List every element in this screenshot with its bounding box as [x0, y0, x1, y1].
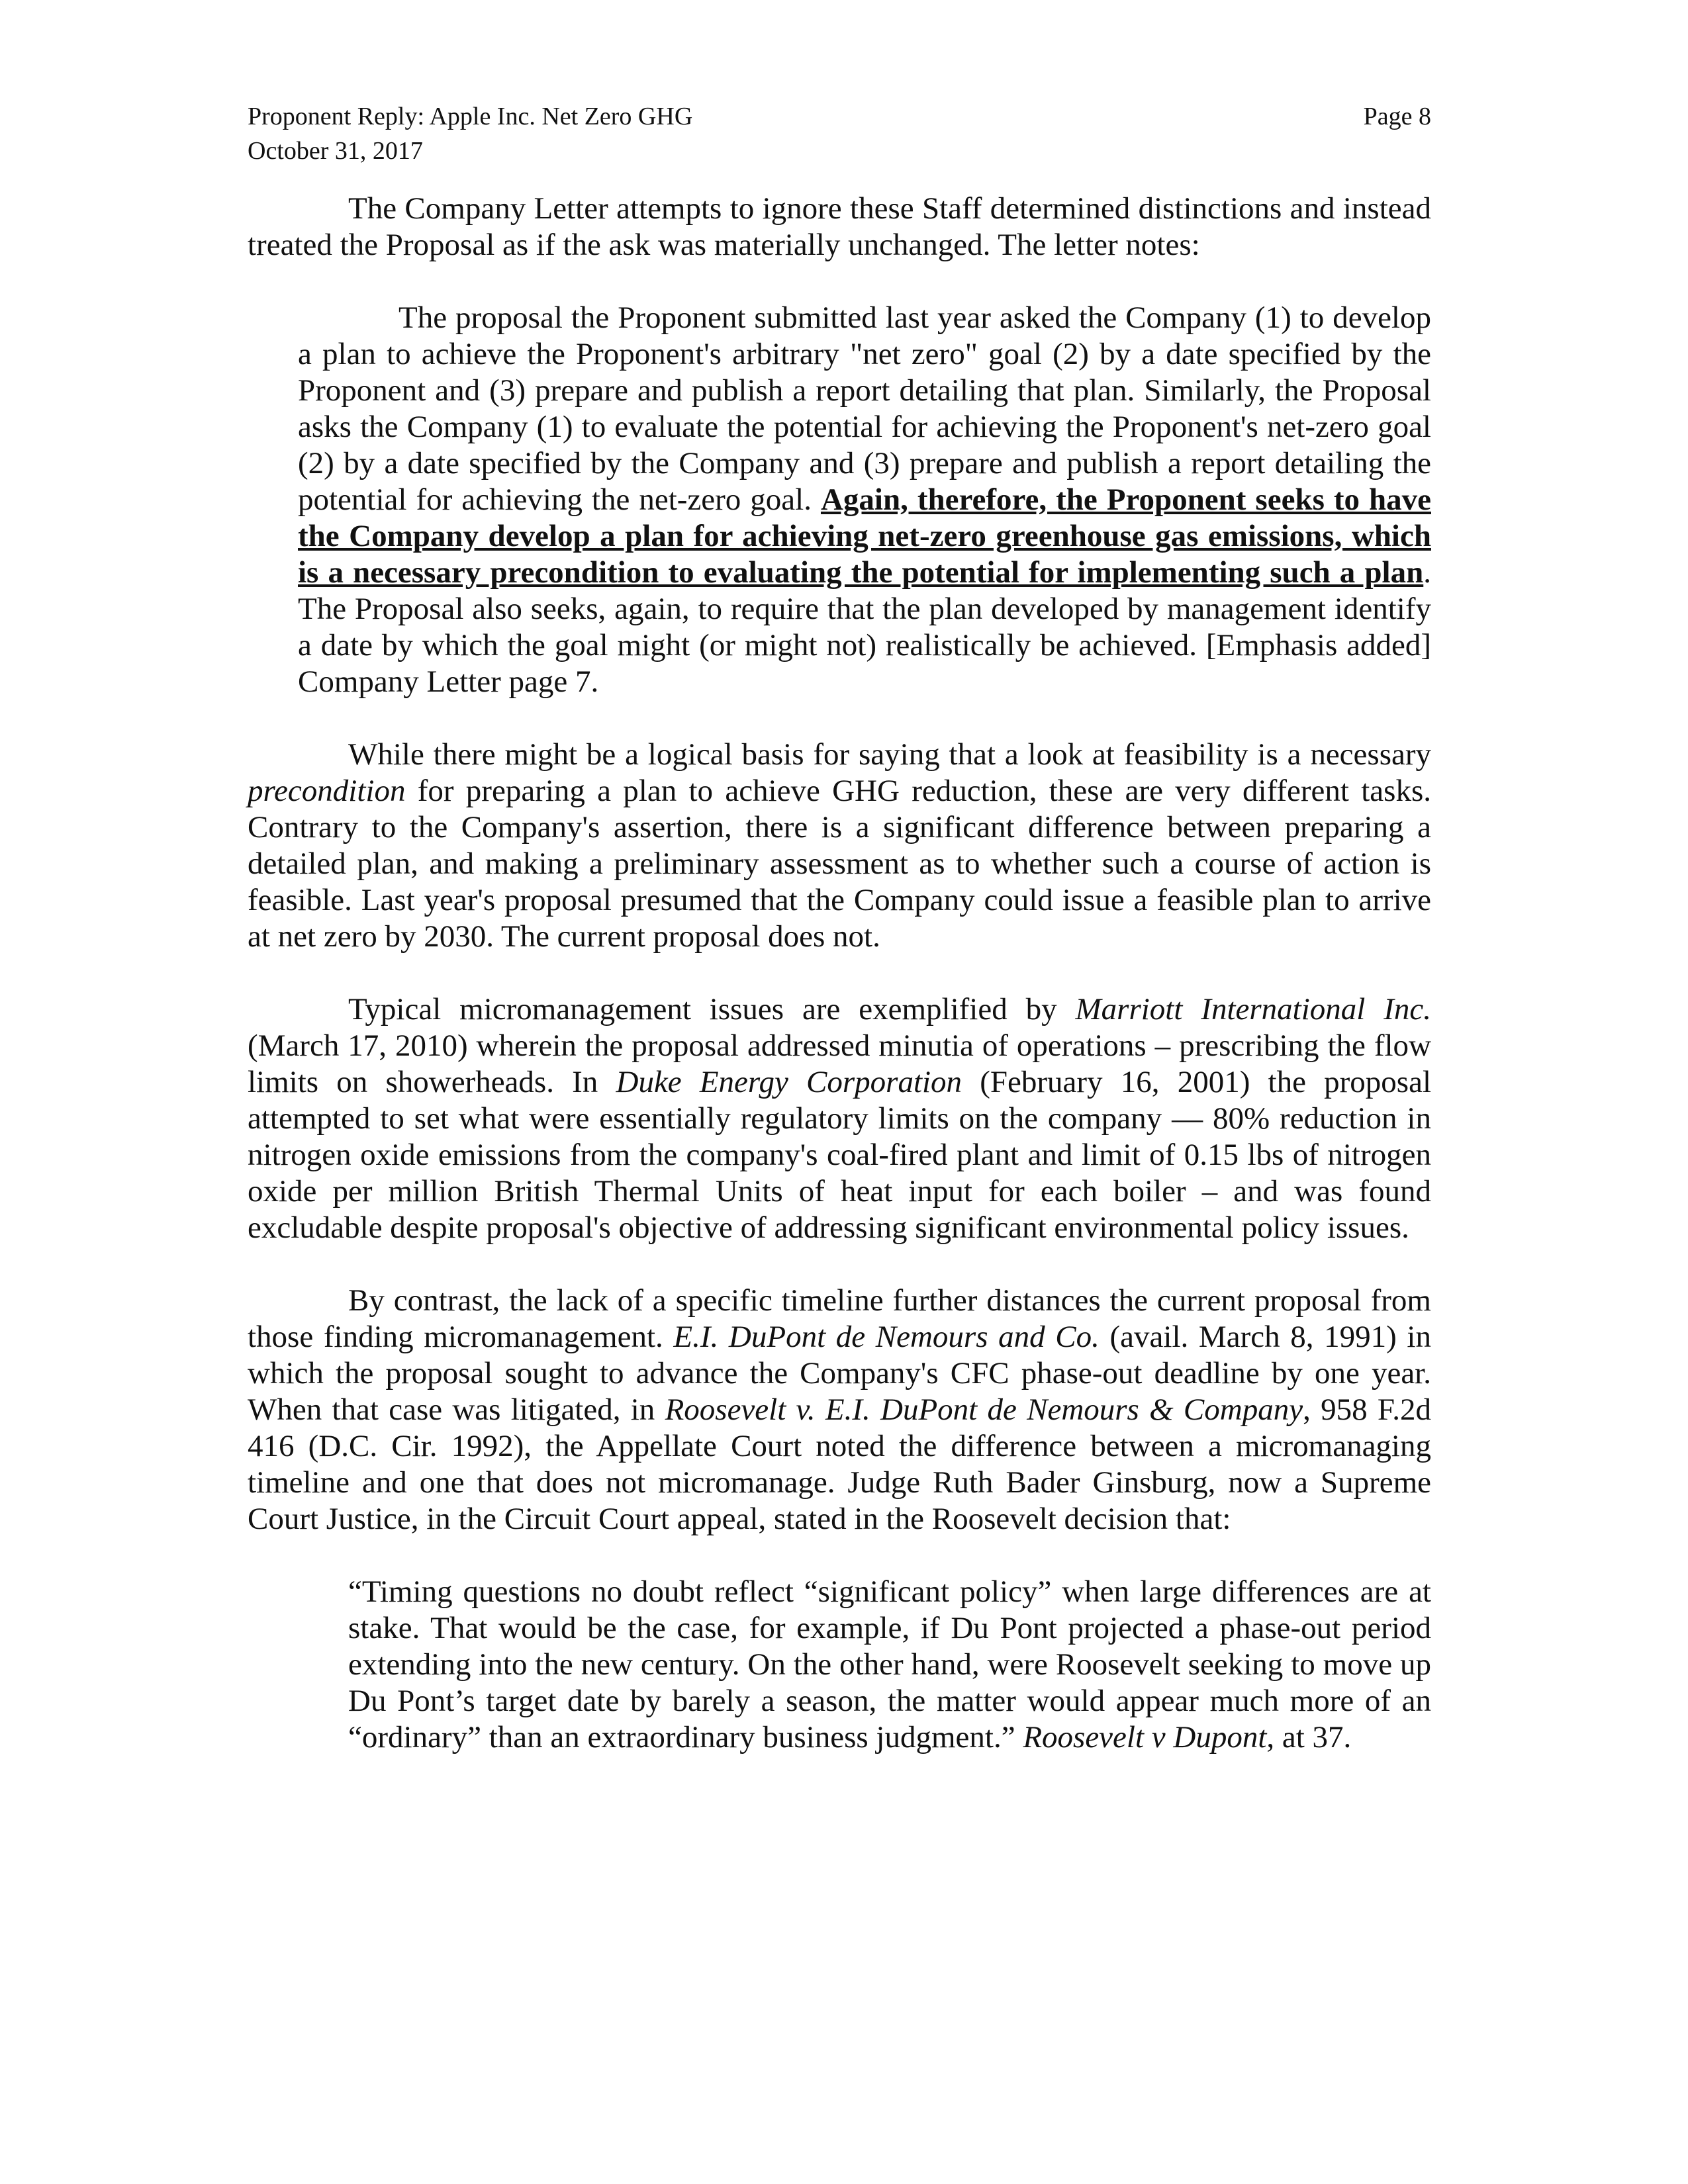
document-page	[248, 99, 1431, 1756]
paragraph-2-italic: precondition	[248, 774, 406, 808]
paragraph-1-text: The Company Letter attempts to ignore these Staff determined distinctions and instead treated the Proposal as if the ask was materially unchanged. The letter notes:	[248, 191, 1431, 262]
case-name-duke-energy: Duke Energy Corporation	[616, 1065, 962, 1099]
quote-2-citation-after: , at 37.	[1266, 1720, 1352, 1754]
paragraph-3-text: Typical micromanagement issues are exemplified by	[348, 992, 1076, 1026]
paragraph-2-text-after: for preparing a plan to achieve GHG reduction, these are very different tasks. Contrary to the Company's assertion, there is a significant difference between preparing a detailed plan, and making a preliminary assessment as to whether such a course of action is feasible. Last year's proposal presumed that the Company could issue a feasible plan to arrive at net zero by 2030. The current proposal does not.	[248, 774, 1431, 954]
paragraph-4-text-mid: (avail. March 8, 1991) in which the proposal sought to advance the Company's CFC phase-out deadline by one year. When that case was litigated, in	[248, 1320, 1431, 1427]
header-date: October 31, 2017	[248, 137, 423, 165]
page-header	[248, 99, 1431, 168]
quote-2-text: “Timing questions no doubt reflect “significant policy” when large differences are at stake. That would be the case, for example, if Du Pont projected a phase-out period extending into the new century. On the other hand, were Roosevelt seeking to move up Du Pont’s target date by barely a season, the matter would appear much more of an “ordinary” than an extraordinary business judgment.”	[348, 1574, 1431, 1754]
paragraph-2-text: While there might be a logical basis for saying that a look at feasibility is a necessary	[348, 737, 1431, 772]
paragraph-1	[248, 191, 1431, 263]
paragraph-4-text-end: , 958 F.2d 416 (D.C. Cir. 1992), the Appellate Court noted the difference between a micromanaging timeline and one that does not micromanage. Judge Ruth Bader Ginsburg, now a Supreme Court Justice, in the Circuit Court appeal, stated in the Roosevelt decision that:	[248, 1392, 1431, 1536]
page-number: Page 8	[1363, 103, 1431, 130]
case-name-roosevelt: Roosevelt v. E.I. DuPont de Nemours & Company	[665, 1392, 1303, 1427]
paragraph-3-text-end: (February 16, 2001) the proposal attempted to set what were essentially regulatory limits on the company — 80% reduction in nitrogen oxide emissions from the company's coal-fired plant and limit of 0.15 lbs of nitrogen oxide per million British Thermal Units of heat input for each boiler – and was found excludable despite proposal's objective of addressing significant environmental policy issues.	[248, 1065, 1431, 1245]
paragraph-2	[248, 737, 1431, 955]
paragraph-4	[248, 1283, 1431, 1537]
quote-1-text: The proposal the Proponent submitted last year asked the Company (1) to develop a plan to achieve the Proponent's arbitrary "net zero" goal (2) by a date specified by the Proponent and (3) prepare and publish a report detailing that plan. Similarly, the Proposal asks the Company (1) to evaluate the potential for achieving the Proponent's net-zero goal (2) by a date specified by the Company and (3) prepare and publish a report detailing the potential for achieving the net-zero goal.	[298, 300, 1431, 517]
quote-1-text-after: . The Proposal also seeks, again, to require that the plan developed by management identify a date by which the goal might (or might not) realistically be achieved. [Emphasis added] Company Letter page 7.	[298, 555, 1431, 699]
quote-2-citation: Roosevelt v Dupont	[1023, 1720, 1267, 1754]
header-title: Proponent Reply: Apple Inc. Net Zero GHG	[248, 103, 693, 130]
case-name-marriott: Marriott International Inc.	[1075, 992, 1431, 1026]
paragraph-3-text-mid: (March 17, 2010) wherein the proposal addressed minutia of operations – prescribing the flow limits on showerheads. In	[248, 1028, 1431, 1099]
block-quote-roosevelt	[348, 1574, 1431, 1756]
paragraph-4-text: By contrast, the lack of a specific timeline further distances the current proposal from those finding micromanagement.	[248, 1283, 1431, 1354]
block-quote-company-letter	[298, 300, 1431, 700]
paragraph-3	[248, 991, 1431, 1246]
case-name-dupont: E.I. DuPont de Nemours and Co.	[673, 1320, 1100, 1354]
quote-1-emphasis: Again, therefore, the Proponent seeks to have the Company develop a plan for achieving net-zero greenhouse gas emissions, which is a necessary precondition to evaluating the potential for implementing such a plan	[298, 482, 1431, 590]
